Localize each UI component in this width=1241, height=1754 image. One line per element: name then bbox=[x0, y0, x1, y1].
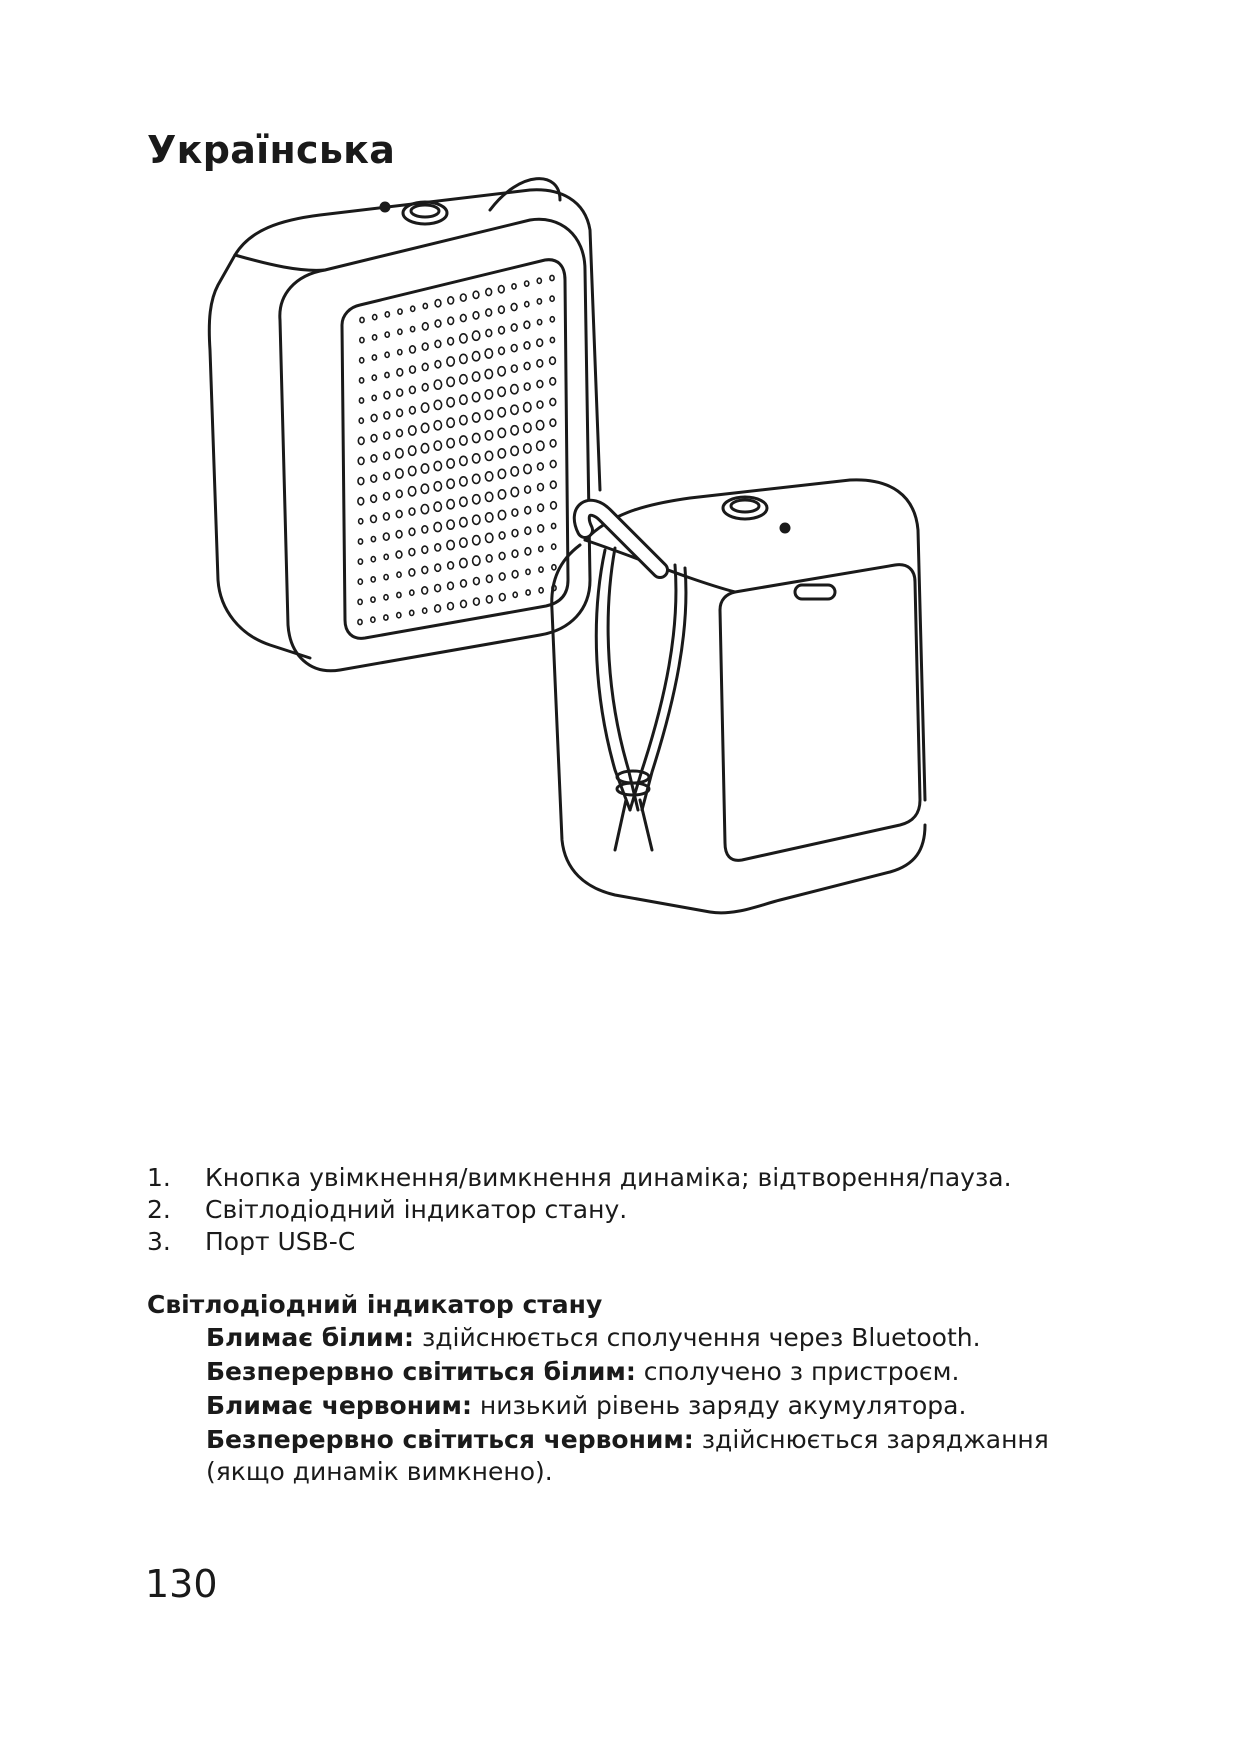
grille-hole bbox=[511, 405, 518, 414]
grille-hole bbox=[473, 291, 479, 298]
grille-hole bbox=[421, 444, 428, 453]
grille-hole bbox=[410, 610, 414, 615]
grille-hole bbox=[423, 608, 427, 613]
page-title: Українська bbox=[147, 128, 396, 172]
status-label: Блимає білим: bbox=[206, 1323, 414, 1352]
grille-hole bbox=[472, 372, 479, 381]
grille-hole bbox=[460, 436, 467, 445]
grille-hole bbox=[538, 504, 544, 511]
status-text: здійснюється заряджання (якщо динамік вимкнено). bbox=[206, 1425, 1049, 1486]
grille-hole bbox=[358, 478, 364, 485]
grille-hole bbox=[525, 281, 529, 286]
grille-hole bbox=[473, 536, 480, 545]
grille-hole bbox=[524, 403, 531, 412]
grille-hole bbox=[498, 408, 505, 417]
grille-hole bbox=[398, 350, 402, 355]
grille-hole bbox=[524, 383, 530, 390]
parts-list bbox=[147, 1162, 1012, 1258]
grille-hole bbox=[499, 594, 505, 601]
grille-hole bbox=[461, 600, 467, 607]
grille-hole bbox=[512, 550, 518, 557]
grille-hole bbox=[422, 546, 428, 553]
grille-hole bbox=[550, 317, 554, 322]
item-text: Кнопка увімкнення/вимкнення динаміка; відтворення/пауза. bbox=[205, 1163, 1012, 1192]
grille-hole bbox=[552, 544, 556, 549]
grille-hole bbox=[499, 573, 505, 580]
grille-hole bbox=[422, 343, 428, 350]
item-number: 1. bbox=[147, 1163, 171, 1192]
grille-hole bbox=[434, 421, 441, 430]
grille-hole bbox=[397, 592, 401, 597]
grille-hole bbox=[485, 369, 492, 378]
grille-hole bbox=[538, 525, 544, 532]
grille-hole bbox=[486, 575, 492, 582]
grille-hole bbox=[447, 520, 454, 529]
grille-hole bbox=[411, 327, 415, 332]
grille-hole bbox=[485, 472, 492, 481]
list-item bbox=[147, 1226, 1012, 1258]
grille-hole bbox=[447, 500, 454, 509]
grille-hole bbox=[486, 596, 492, 603]
grille-hole bbox=[385, 312, 389, 317]
grille-hole bbox=[435, 340, 441, 347]
grille-hole bbox=[552, 523, 556, 528]
grille-hole bbox=[511, 324, 517, 331]
grille-hole bbox=[371, 414, 377, 421]
grille-hole bbox=[511, 303, 517, 310]
grille-hole bbox=[409, 466, 416, 475]
grille-hole bbox=[373, 335, 377, 340]
grille-hole bbox=[421, 484, 428, 493]
grille-hole bbox=[372, 375, 376, 380]
grille-hole bbox=[371, 557, 375, 562]
grille-hole bbox=[485, 451, 492, 460]
grille-hole bbox=[513, 592, 517, 597]
speaker-grille bbox=[358, 275, 557, 624]
grille-hole bbox=[373, 315, 377, 320]
grille-hole bbox=[485, 431, 492, 440]
grille-hole bbox=[397, 613, 401, 618]
grille-hole bbox=[473, 474, 480, 483]
grille-hole bbox=[537, 299, 541, 304]
grille-hole bbox=[435, 300, 441, 307]
grille-hole bbox=[499, 327, 505, 334]
grille-hole bbox=[472, 393, 479, 402]
grille-hole bbox=[397, 572, 401, 577]
grille-hole bbox=[448, 562, 454, 569]
grille-hole bbox=[537, 441, 544, 450]
grille-hole bbox=[384, 412, 390, 419]
grille-hole bbox=[511, 446, 518, 455]
grille-hole bbox=[460, 294, 466, 301]
grille-hole bbox=[358, 599, 362, 604]
grille-hole bbox=[525, 486, 531, 493]
grille-hole bbox=[372, 355, 376, 360]
grille-hole bbox=[473, 454, 480, 463]
grille-hole bbox=[448, 338, 454, 345]
grille-hole bbox=[550, 419, 556, 426]
grille-hole bbox=[486, 533, 493, 542]
grille-hole bbox=[486, 288, 492, 295]
grille-hole bbox=[385, 352, 389, 357]
grille-hole bbox=[461, 580, 467, 587]
list-item bbox=[206, 1356, 1126, 1388]
grille-hole bbox=[552, 565, 556, 570]
grille-hole bbox=[385, 332, 389, 337]
grille-hole bbox=[409, 508, 415, 515]
grille-hole bbox=[371, 537, 375, 542]
grille-hole bbox=[474, 578, 480, 585]
grille-hole bbox=[408, 487, 415, 496]
grille-hole bbox=[396, 449, 403, 458]
grille-hole bbox=[460, 375, 467, 384]
grille-hole bbox=[472, 331, 479, 340]
grille-hole bbox=[358, 437, 364, 444]
grille-hole bbox=[422, 526, 428, 533]
grille-hole bbox=[525, 302, 529, 307]
grille-hole bbox=[512, 571, 518, 578]
list-item bbox=[147, 1194, 1012, 1226]
grille-hole bbox=[421, 403, 428, 412]
grille-hole bbox=[422, 384, 428, 391]
grille-hole bbox=[434, 380, 441, 389]
grille-hole bbox=[511, 365, 517, 372]
grille-hole bbox=[447, 540, 454, 549]
grille-hole bbox=[460, 538, 467, 547]
grille-hole bbox=[499, 552, 505, 559]
grille-hole bbox=[473, 515, 480, 524]
grille-hole bbox=[511, 385, 518, 394]
grille-hole bbox=[423, 303, 427, 308]
grille-hole bbox=[539, 567, 543, 572]
grille-hole bbox=[435, 544, 441, 551]
status-text: здійснюється сполучення через Bluetooth. bbox=[414, 1323, 981, 1352]
grille-hole bbox=[396, 490, 402, 497]
grille-hole bbox=[460, 558, 467, 567]
grille-hole bbox=[498, 449, 505, 458]
grille-hole bbox=[371, 495, 377, 502]
grille-hole bbox=[474, 598, 480, 605]
grille-hole bbox=[434, 482, 441, 491]
grille-hole bbox=[410, 590, 414, 595]
list-item bbox=[206, 1424, 1126, 1488]
grille-hole bbox=[498, 510, 505, 519]
grille-hole bbox=[358, 457, 364, 464]
grille-hole bbox=[511, 426, 518, 435]
grille-hole bbox=[358, 619, 362, 624]
grille-hole bbox=[486, 309, 492, 316]
grille-hole bbox=[550, 378, 556, 385]
grille-hole bbox=[537, 360, 543, 367]
grille-hole bbox=[371, 617, 375, 622]
grille-hole bbox=[396, 531, 402, 538]
grille-hole bbox=[359, 519, 363, 524]
grille-hole bbox=[384, 472, 390, 479]
list-item bbox=[206, 1390, 1126, 1422]
grille-hole bbox=[550, 296, 554, 301]
grille-hole bbox=[512, 284, 516, 289]
grille-hole bbox=[550, 440, 556, 447]
grille-hole bbox=[460, 354, 467, 363]
grille-hole bbox=[435, 585, 441, 592]
grille-hole bbox=[409, 426, 416, 435]
grille-hole bbox=[550, 481, 556, 488]
grille-hole bbox=[526, 590, 530, 595]
grille-hole bbox=[409, 549, 415, 556]
page-number: 130 bbox=[145, 1562, 218, 1606]
grille-hole bbox=[422, 323, 428, 330]
grille-hole bbox=[447, 479, 454, 488]
grille-hole bbox=[397, 409, 403, 416]
grille-hole bbox=[421, 423, 428, 432]
grille-hole bbox=[485, 492, 492, 501]
grille-hole bbox=[539, 588, 543, 593]
grille-hole bbox=[550, 275, 554, 280]
grille-hole bbox=[512, 530, 518, 537]
grille-hole bbox=[448, 582, 454, 589]
led-section-heading: Світлодіодний індикатор стану bbox=[147, 1290, 603, 1319]
grille-hole bbox=[371, 475, 377, 482]
grille-hole bbox=[384, 554, 388, 559]
grille-hole bbox=[434, 400, 441, 409]
grille-hole bbox=[538, 463, 544, 470]
grille-hole bbox=[460, 416, 467, 425]
grille-hole bbox=[435, 605, 441, 612]
grille-hole bbox=[460, 456, 467, 465]
grille-hole bbox=[485, 410, 492, 419]
grille-hole bbox=[524, 423, 531, 432]
grille-hole bbox=[398, 309, 402, 314]
grille-hole bbox=[397, 429, 403, 436]
grille-hole bbox=[473, 556, 480, 565]
status-text: низький рівень заряду акумулятора. bbox=[471, 1391, 967, 1420]
grille-hole bbox=[460, 497, 467, 506]
grille-hole bbox=[384, 513, 390, 520]
grille-hole bbox=[358, 539, 362, 544]
grille-hole bbox=[447, 377, 454, 386]
item-number: 3. bbox=[147, 1227, 171, 1256]
grille-hole bbox=[524, 321, 530, 328]
grille-hole bbox=[460, 395, 467, 404]
front-speaker-drawing bbox=[209, 179, 600, 671]
grille-hole bbox=[447, 357, 454, 366]
grille-hole bbox=[525, 527, 531, 534]
grille-hole bbox=[371, 435, 377, 442]
grille-hole bbox=[447, 398, 454, 407]
grille-hole bbox=[524, 362, 530, 369]
grille-hole bbox=[460, 314, 466, 321]
grille-hole bbox=[396, 469, 403, 478]
grille-hole bbox=[384, 575, 388, 580]
grille-hole bbox=[384, 595, 388, 600]
grille-hole bbox=[371, 577, 375, 582]
grille-hole bbox=[511, 467, 518, 476]
grille-hole bbox=[486, 555, 492, 562]
item-text: Порт USB-C bbox=[205, 1227, 356, 1256]
grille-hole bbox=[538, 484, 544, 491]
grille-hole bbox=[434, 522, 441, 531]
grille-hole bbox=[448, 297, 454, 304]
grille-hole bbox=[435, 361, 441, 368]
grille-hole bbox=[498, 469, 505, 478]
grille-hole bbox=[411, 306, 415, 311]
grille-hole bbox=[537, 401, 543, 408]
grille-hole bbox=[448, 317, 454, 324]
status-text: сполучено з пристроєм. bbox=[635, 1357, 960, 1386]
grille-hole bbox=[434, 502, 441, 511]
grille-hole bbox=[384, 452, 390, 459]
grille-hole bbox=[486, 329, 492, 336]
grille-hole bbox=[525, 507, 531, 514]
grille-hole bbox=[460, 518, 467, 527]
grille-hole bbox=[550, 398, 556, 405]
grille-hole bbox=[537, 339, 543, 346]
grille-hole bbox=[485, 390, 492, 399]
speaker-illustration bbox=[190, 160, 1090, 1030]
status-label: Безперервно світиться білим: bbox=[206, 1357, 636, 1386]
grille-hole bbox=[499, 347, 505, 354]
grille-hole bbox=[372, 395, 376, 400]
grille-hole bbox=[422, 566, 428, 573]
grille-hole bbox=[371, 597, 375, 602]
grille-hole bbox=[409, 569, 415, 576]
grille-hole bbox=[360, 358, 364, 363]
grille-hole bbox=[384, 432, 390, 439]
grille-hole bbox=[371, 515, 377, 522]
grille-hole bbox=[447, 439, 454, 448]
grille-hole bbox=[410, 386, 416, 393]
grille-hole bbox=[472, 352, 479, 361]
grille-hole bbox=[538, 320, 542, 325]
grille-hole bbox=[358, 498, 364, 505]
grille-hole bbox=[498, 387, 505, 396]
grille-hole bbox=[409, 446, 416, 455]
grille-hole bbox=[448, 603, 454, 610]
grille-hole bbox=[434, 461, 441, 470]
grille-hole bbox=[435, 564, 441, 571]
grille-hole bbox=[499, 532, 505, 539]
grille-hole bbox=[384, 493, 390, 500]
status-label: Блимає червоним: bbox=[206, 1391, 472, 1420]
grille-hole bbox=[360, 338, 364, 343]
grille-hole bbox=[360, 317, 364, 322]
grille-hole bbox=[460, 477, 467, 486]
back-speaker-drawing bbox=[552, 480, 925, 913]
grille-hole bbox=[485, 349, 492, 358]
grille-hole bbox=[358, 559, 362, 564]
grille-hole bbox=[536, 421, 543, 430]
grille-hole bbox=[410, 366, 416, 373]
grille-hole bbox=[551, 502, 557, 509]
item-text: Світлодіодний індикатор стану. bbox=[205, 1195, 628, 1224]
grille-hole bbox=[526, 569, 530, 574]
list-item bbox=[206, 1322, 1126, 1354]
grille-hole bbox=[473, 312, 479, 319]
grille-hole bbox=[550, 357, 556, 364]
grille-hole bbox=[358, 579, 362, 584]
grille-hole bbox=[460, 334, 467, 343]
grille-hole bbox=[524, 342, 530, 349]
grille-hole bbox=[398, 329, 402, 334]
grille-hole bbox=[511, 345, 517, 352]
grille-hole bbox=[447, 418, 454, 427]
grille-hole bbox=[539, 546, 543, 551]
grille-hole bbox=[512, 509, 518, 516]
grille-hole bbox=[525, 548, 531, 555]
grille-hole bbox=[435, 320, 441, 327]
grille-hole bbox=[434, 441, 441, 450]
grille-hole bbox=[486, 513, 493, 522]
grille-hole bbox=[421, 505, 428, 514]
grille-hole bbox=[422, 363, 428, 370]
grille-hole bbox=[524, 464, 531, 473]
grille-hole bbox=[524, 444, 531, 453]
grille-hole bbox=[498, 428, 505, 437]
list-item bbox=[147, 1162, 1012, 1194]
grille-hole bbox=[410, 407, 416, 414]
grille-hole bbox=[473, 495, 480, 504]
grille-hole bbox=[383, 533, 389, 540]
grille-hole bbox=[421, 464, 428, 473]
status-label: Безперервно світиться червоним: bbox=[206, 1425, 694, 1454]
grille-hole bbox=[359, 398, 363, 403]
grille-hole bbox=[396, 551, 402, 558]
grille-hole bbox=[422, 587, 428, 594]
grille-hole bbox=[498, 286, 504, 293]
grille-hole bbox=[410, 346, 416, 353]
grille-hole bbox=[447, 459, 454, 468]
grille-hole bbox=[384, 392, 390, 399]
grille-hole bbox=[498, 490, 505, 499]
item-number: 2. bbox=[147, 1195, 171, 1224]
grille-hole bbox=[498, 367, 505, 376]
grille-hole bbox=[550, 460, 556, 467]
grille-hole bbox=[537, 278, 541, 283]
grille-hole bbox=[511, 487, 518, 496]
grille-hole bbox=[360, 378, 364, 383]
grille-hole bbox=[359, 418, 363, 423]
grille-hole bbox=[384, 615, 388, 620]
grille-hole bbox=[385, 372, 389, 377]
grille-hole bbox=[397, 389, 403, 396]
grille-hole bbox=[473, 433, 480, 442]
grille-hole bbox=[396, 510, 402, 517]
grille-hole bbox=[371, 455, 377, 462]
grille-hole bbox=[499, 306, 505, 313]
grille-hole bbox=[550, 337, 554, 342]
grille-hole bbox=[473, 413, 480, 422]
grille-hole bbox=[537, 380, 543, 387]
grille-hole bbox=[397, 369, 403, 376]
led-status-list bbox=[206, 1322, 1126, 1490]
grille-hole bbox=[409, 528, 415, 535]
